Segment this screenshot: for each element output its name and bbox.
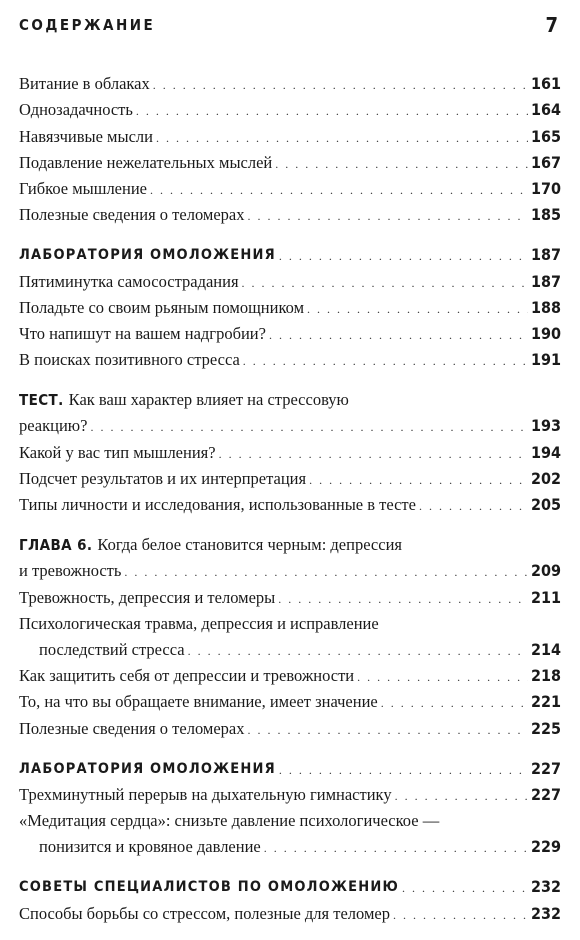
section-title: ЛАБОРАТОРИЯ ОМОЛОЖЕНИЯ: [19, 760, 276, 777]
toc-section-heading[interactable]: [19, 871, 561, 897]
toc-entry[interactable]: [19, 173, 561, 199]
page-header: [19, 8, 558, 42]
toc-entry-page: 227: [530, 758, 561, 778]
toc-entry-page: 221: [530, 692, 561, 712]
toc-entry-page: 194: [530, 442, 561, 462]
dot-leader: [307, 303, 528, 315]
toc-entry[interactable]: [19, 344, 561, 370]
dot-leader: [247, 210, 527, 222]
dot-leader: [357, 671, 528, 683]
toc-entry-title: Как защитить себя от депрессии и тревожности: [19, 666, 355, 686]
dot-leader: [279, 250, 528, 262]
toc-entry[interactable]: [19, 292, 561, 318]
dot-leader: [419, 500, 528, 512]
dot-leader: [402, 882, 528, 894]
dot-leader: [279, 764, 528, 776]
toc-entry-page: 227: [530, 784, 561, 804]
toc-heading-line[interactable]: [19, 529, 561, 555]
toc-entry-title: Подавление нежелательных мыслей: [19, 152, 273, 172]
running-title: СОДЕРЖАНИЕ: [19, 16, 156, 34]
dot-leader: [269, 329, 528, 341]
dot-leader: [278, 593, 528, 605]
toc-entry[interactable]: [19, 436, 561, 462]
toc-entry[interactable]: [19, 634, 561, 660]
toc-entry-page: 185: [530, 205, 561, 225]
toc-entry[interactable]: [19, 779, 561, 805]
toc-entry[interactable]: [19, 120, 561, 146]
heading-lead: ТЕСТ.: [19, 391, 64, 410]
toc-entry-title: Типы личности и исследования, использованные в тесте: [19, 495, 416, 514]
toc-entry[interactable]: [19, 318, 561, 344]
toc-entry[interactable]: [19, 265, 561, 291]
toc-entry-page: 205: [530, 495, 561, 514]
dot-leader: [264, 842, 528, 854]
toc-entry-page: 214: [530, 639, 561, 659]
dot-leader: [243, 355, 528, 367]
heading-title-line2: и тревожность: [19, 561, 122, 581]
dot-leader: [381, 697, 528, 709]
dot-leader: [90, 421, 528, 433]
toc-section-heading[interactable]: [19, 753, 561, 779]
dot-leader: [309, 474, 528, 486]
toc-entry-title: Трехминутный перерыв на дыхательную гимнастику: [19, 784, 392, 804]
toc-group: [19, 871, 561, 923]
toc-entry-line[interactable]: [19, 805, 561, 831]
toc-entry-page: 193: [530, 416, 561, 436]
toc-entry-page: 211: [530, 587, 561, 607]
toc-entry-title-line1: «Медитация сердца»: снизьте давление психологическое —: [19, 811, 440, 831]
toc-entry-page: 232: [530, 877, 561, 897]
heading-lead: ГЛАВА 6.: [19, 536, 93, 555]
toc-entry-page: 161: [530, 74, 561, 94]
toc-entry-page: 188: [530, 297, 561, 317]
toc-entry-page: 229: [530, 837, 561, 857]
dot-leader: [188, 645, 528, 657]
heading-title-line2: реакцию?: [19, 416, 88, 436]
toc-entry-title: В поисках позитивного стресса: [19, 350, 240, 370]
section-title: СОВЕТЫ СПЕЦИАЛИСТОВ ПО ОМОЛОЖЕНИЮ: [19, 879, 400, 896]
toc-entry-page: 202: [530, 468, 561, 488]
toc-entry[interactable]: [19, 660, 561, 686]
toc-entry-title: Способы борьбы со стрессом, полезные для теломер: [19, 903, 390, 923]
toc-entry-page: 191: [530, 350, 561, 370]
toc-entry-title: Тревожность, депрессия и теломеры: [19, 587, 276, 607]
dot-leader: [395, 790, 528, 802]
toc-entry-title-line2: понизится и кровяное давление: [39, 837, 261, 857]
toc-group: [19, 384, 561, 515]
toc-entry-page: 209: [530, 561, 561, 581]
toc-entry-page: 165: [530, 126, 561, 146]
dot-leader: [124, 566, 528, 578]
toc-entry-page: 225: [530, 718, 561, 738]
toc-group: [19, 529, 561, 739]
toc-entry-title: То, на что вы обращаете внимание, имеет значение: [19, 692, 378, 712]
toc-entry[interactable]: [19, 489, 561, 515]
toc-entry-title: Какой у вас тип мышления?: [19, 442, 216, 462]
section-title: ЛАБОРАТОРИЯ ОМОЛОЖЕНИЯ: [19, 247, 276, 264]
dot-leader: [219, 448, 528, 460]
toc-entry-title: Полезные сведения о теломерах: [19, 205, 245, 225]
dot-leader: [247, 724, 527, 736]
toc-entry-title: Подсчет результатов и их интерпретация: [19, 468, 307, 488]
toc-entry[interactable]: [19, 410, 561, 436]
toc-section-heading[interactable]: [19, 239, 561, 265]
toc-entry-title: Однозадачность: [19, 100, 133, 120]
toc-entry[interactable]: [19, 555, 561, 581]
toc-entry-page: 187: [530, 271, 561, 291]
toc-entry[interactable]: [19, 686, 561, 712]
toc-entry[interactable]: [19, 199, 561, 225]
dot-leader: [156, 132, 528, 144]
toc-entry-title-line1: Психологическая травма, депрессия и исправление: [19, 613, 379, 633]
toc-group: [19, 68, 561, 225]
toc-entry-title-line2: последствий стресса: [39, 639, 185, 659]
toc-entry[interactable]: [19, 712, 561, 738]
toc-entry[interactable]: [19, 94, 561, 120]
toc-entry-title: Полезные сведения о теломерах: [19, 718, 245, 738]
dot-leader: [393, 909, 528, 921]
heading-title-line1: Когда белое становится черным: депрессия: [97, 535, 402, 555]
toc-entry-page: 190: [530, 323, 561, 343]
toc-entry[interactable]: [19, 831, 561, 857]
toc-entry-title: Гибкое мышление: [19, 178, 147, 198]
toc-entry-page: 170: [530, 178, 561, 198]
dot-leader: [136, 105, 528, 117]
toc-entry-title: Витание в облаках: [19, 74, 150, 94]
toc-entry[interactable]: [19, 147, 561, 173]
toc-entry-page: 218: [530, 666, 561, 686]
toc-entry-page: 167: [530, 152, 561, 172]
page-number: 7: [545, 13, 558, 37]
toc-entry-title: Что напишут на вашем надгробии?: [19, 323, 266, 343]
dot-leader: [153, 79, 528, 91]
toc-entry[interactable]: [19, 68, 561, 94]
toc-entry-line[interactable]: [19, 608, 561, 634]
toc-heading-line[interactable]: [19, 384, 561, 410]
toc-entry-page: 164: [530, 100, 561, 120]
dot-leader: [275, 158, 528, 170]
dot-leader: [150, 184, 528, 196]
dot-leader: [242, 277, 528, 289]
toc-entry[interactable]: [19, 463, 561, 489]
table-of-contents: [19, 68, 561, 938]
toc-entry[interactable]: [19, 897, 561, 923]
toc-entry-title: Поладьте со своим рьяным помощником: [19, 297, 305, 317]
toc-entry-page: 187: [530, 245, 561, 265]
toc-entry-title: Навязчивые мысли: [19, 126, 153, 146]
toc-group: [19, 239, 561, 370]
toc-entry-page: 232: [530, 903, 561, 923]
toc-entry-title: Пятиминутка самосострадания: [19, 271, 239, 291]
toc-group: [19, 753, 561, 858]
toc-entry[interactable]: [19, 581, 561, 607]
heading-title-line1: Как ваш характер влияет на стрессовую: [68, 390, 349, 410]
